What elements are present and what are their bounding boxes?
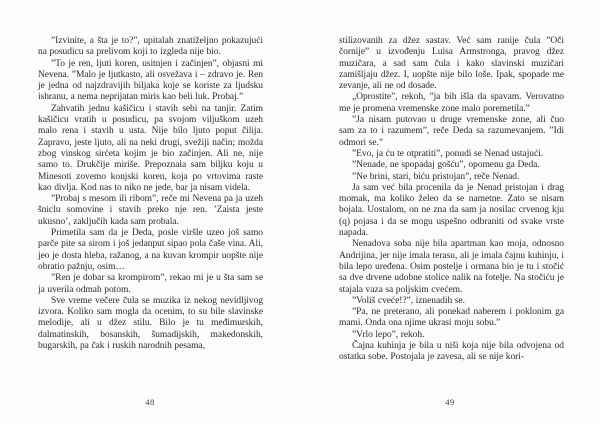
page-number: 48	[145, 397, 155, 407]
paragraph: ”Evo, ja ću te otpratiti”, ponudi se Nenad ustajući.	[352, 148, 544, 159]
paragraph: Zahvatih jednu kašičicu i stavih sebi na tanjir. Zatim kašičicu vratih u posudicu, pa svojom viljuškom uzeh malo rena i stavih u usta. Nije bilo ljuto poput čilija. Zapravo, jeste ljuto, ali na neki drugi, svežiji način; možda zbog vinskog sirćeta kojim je bio začinjen. Ali ne, nije samo to. Drukčije miriše. Prepoznala sam biljku koju u Minesoti zovemo konjski koren, koja po vrtovima raste kao divlja. Kod nas to niko ne jede, bar ja nisam videla.	[38, 103, 263, 193]
paragraph: ”Pa, ne preterano, ali ponekad naberem i poklonim ga mami. Onda ona njime ukrasi moju sobu.”	[339, 307, 564, 329]
paragraph: „Oprostite”, rekoh, ”ja bih išla da spavam. Verovatno me je promena vremenske zone malo poremetila.”	[339, 92, 564, 114]
paragraph: ”Vrlo lepo”, rekoh.	[352, 329, 425, 340]
paragraph: ”Ren je dobar sa krompirom”, rekao mi je u šta sam se ja uverila odmah potom.	[38, 273, 263, 295]
paragraph: ”Ja nisam putovao u druge vremenske zone, ali čuo sam za to i razumem”, reče Deda sa razumevanjem. ”Idi odmori se.”	[339, 115, 564, 148]
paragraph: ”To je ren, ljuti koren, usitnjen i začinjen”, objasni mi Nevena. ”Malo je ljutkasto, ali osvežava i – zdravo je. Ren je jedna od najzdravijih biljaka koje se koriste za ljudsku ishranu, a nema neprijatan miris kao beli luk. Probaj.”	[38, 58, 263, 103]
paragraph: ”Ne brini, stari, biću pristojan”, reče Nenad.	[352, 171, 520, 182]
paragraph: ”Nenade, ne spopadaj gošću”, opomenu ga Deda.	[352, 160, 540, 171]
paragraph: Ja sam već bila procenila da je Nenad pristojan i drag momak, ma koliko želeo da se nametne. Zato se nisam bojala. Uostalom, on ne zna da sam ja nosilac crvenog kju (q) pojasa i da se mogu uspešno odbraniti od svake vrste napada.	[339, 182, 564, 239]
paragraph: stilizovanih za džez sastav. Već sam ranije čula ”Oči čornije” u izvođenju Luisa Armstronga, pravog džez muzičara, a sad sam čula i kako slavinski muzičari zamišljaju džez. I, uopšte nije bilo loše. Ipak, spopade me zevanje, ali ne od dosade.	[339, 36, 564, 92]
paragraph: ”Voliš cveće!?”, iznenadih se.	[352, 295, 465, 306]
page-right	[300, 0, 600, 424]
paragraph: Nenadova soba nije bila apartman kao moja, odnosno Andrijina, jer nije imala terasu, ali je imala čajnu kuhinju, i bila lepo uređena. Osim postelje i ormana bio je tu i stočić sa dve drvene udobne stolice nalik na fotelje. Na stočiću je stajala vaza sa poljskim cvećem.	[339, 239, 564, 295]
paragraph: Primetila sam da je Deda, posle viršle uzeo još samo parče pite sa sirom i još jedanput sipao pola čaše vina. Ali, jeo je dosta hleba, ražanog, a na kuvan krompir uopšte nije obratio pažnju, osim…	[38, 228, 263, 272]
page-number: 49	[445, 397, 455, 407]
paragraph: ”Probaj s mesom ili ribom”, reče mi Nevena pa ja uzeh šniclu somovine i stavih preko nje ren. ’Zaista jeste ukusno’, zaključih kada sam probala.	[38, 194, 263, 227]
paragraph: ”Izvinite, a šta je to?”, upitalah znatiželjno pokazujući na posudicu sa prelivom koji to izgleda nije bio.	[38, 36, 263, 58]
paragraph: Čajna kuhinja je bila u niši koja nije bila odvojena od ostatka sobe. Postojala je zavesa, ali se nije kori-	[339, 341, 564, 363]
paragraph: Sve vreme večere čula se muzika iz nekog nevidljivog izvora. Koliko sam mogla da ocenim, to su bile slavinske melodije, ali u džez stilu. Bilo je tu međimurskih, dalmatinskih, bosanskih, šumadijskih, makedonskih, bugarskih, pa čak i ruskih narodnih pesama,	[38, 295, 263, 352]
